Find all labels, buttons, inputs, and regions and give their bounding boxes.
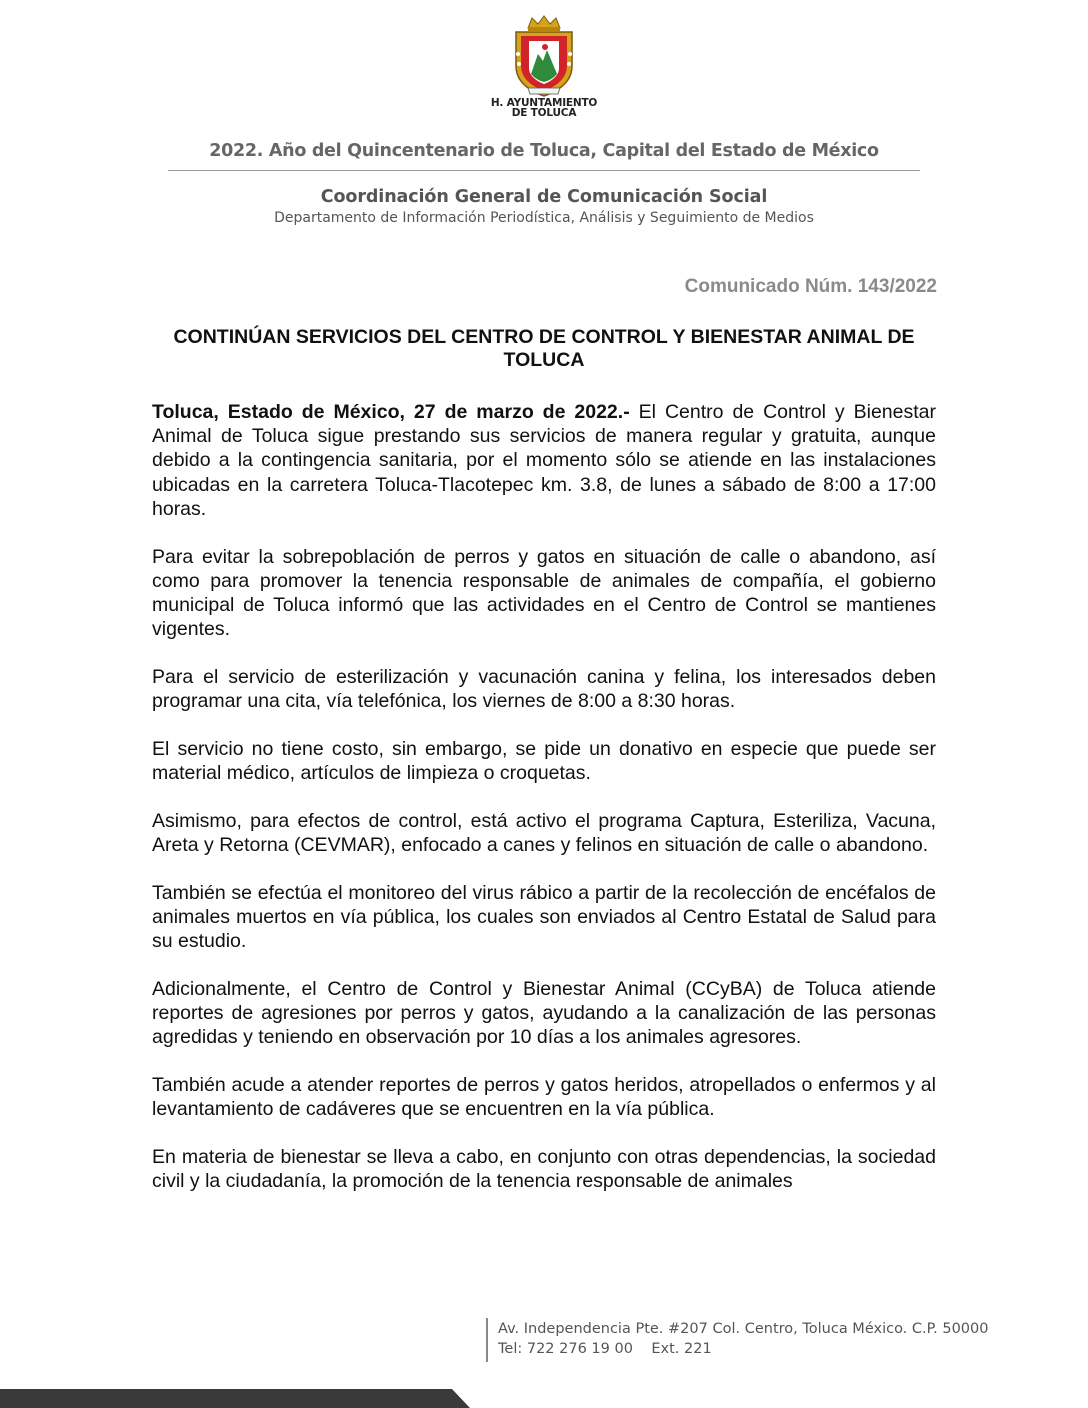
bulletin-body — [152, 400, 936, 1217]
paragraph: También acude a atender reportes de perros y gatos heridos, atropellados o enfermos y al levantamiento de cadáveres que se encuentren en la vía pública. — [152, 1073, 936, 1120]
footer-divider — [486, 1318, 488, 1362]
paragraph-lead-text: El Centro de Control y Bienestar Animal de Toluca sigue prestando sus servicios de manera regular y gratuita, aunque debido a la contingencia sanitaria, por el momento sólo se atiende en las instalaciones ubicadas en la carretera Toluca-Tlacotepec km. 3.8, de lunes a sábado de 8:00 a 17:00 horas. — [152, 401, 936, 520]
logo-caption-line2: DE TOLUCA — [511, 107, 577, 119]
coordination-title: Coordinación General de Comunicación Social — [320, 187, 768, 207]
paragraph: El servicio no tiene costo, sin embargo, se pide un donativo en especie que puede ser material médico, artículos de limpieza o croquetas. — [152, 737, 936, 784]
footer-decorative-band — [0, 1389, 470, 1408]
paragraph: Asimismo, para efectos de control, está activo el programa Captura, Esteriliza, Vacuna, Areta y Retorna (CEVMAR), enfocado a canes y felinos en situación de calle o abandono. — [152, 809, 936, 856]
dateline: Toluca, Estado de México, 27 de marzo de 2022.- — [152, 401, 630, 423]
paragraph: Para el servicio de esterilización y vacunación canina y felina, los interesados deben programar una cita, vía telefónica, los viernes de 8:00 a 8:30 horas. — [152, 665, 936, 713]
toluca-coat-of-arms-icon — [502, 14, 586, 98]
paragraph-lead — [152, 400, 936, 521]
department-subtitle: Departamento de Información Periodística, Análisis y Seguimiento de Medios — [274, 210, 814, 226]
logo-caption-line1: H. AYUNTAMIENTO — [490, 97, 598, 109]
paragraph: En materia de bienestar se lleva a cabo, en conjunto con otras dependencias, la sociedad civil y la ciudadanía, la promoción de la tenencia responsable de animales — [152, 1145, 936, 1192]
paragraph: Para evitar la sobrepoblación de perros y gatos en situación de calle o abandono, así como para promover la tenencia responsable de animales de compañía, el gobierno municipal de Toluca informó que las actividades en el Centro de Control se mantienes vigentes. — [152, 545, 936, 641]
ayuntamiento-logo — [488, 14, 600, 122]
bulletin-headline: CONTINÚAN SERVICIOS DEL CENTRO DE CONTROL Y BIENESTAR ANIMAL DE TOLUCA — [173, 326, 915, 371]
paragraph: También se efectúa el monitoreo del virus rábico a partir de la recolección de encéfalos de animales muertos en vía pública, los cuales son enviados al Centro Estatal de Salud para su estudio. — [152, 881, 936, 952]
year-motto: 2022. Año del Quincentenario de Toluca, Capital del Estado de México — [209, 141, 879, 161]
paragraph: Adicionalmente, el Centro de Control y Bienestar Animal (CCyBA) de Toluca atiende reportes de agresiones por perros y gatos, ayudando a la canalización de las personas agredidas y teniendo en observación por 10 días a los animales agresores. — [152, 977, 936, 1049]
footer-phone: Tel: 722 276 19 00 Ext. 221 — [498, 1341, 712, 1357]
header-divider — [168, 170, 920, 171]
bulletin-number: Comunicado Núm. 143/2022 — [684, 276, 937, 297]
footer-address: Av. Independencia Pte. #207 Col. Centro, Toluca México. C.P. 50000 — [498, 1321, 989, 1337]
